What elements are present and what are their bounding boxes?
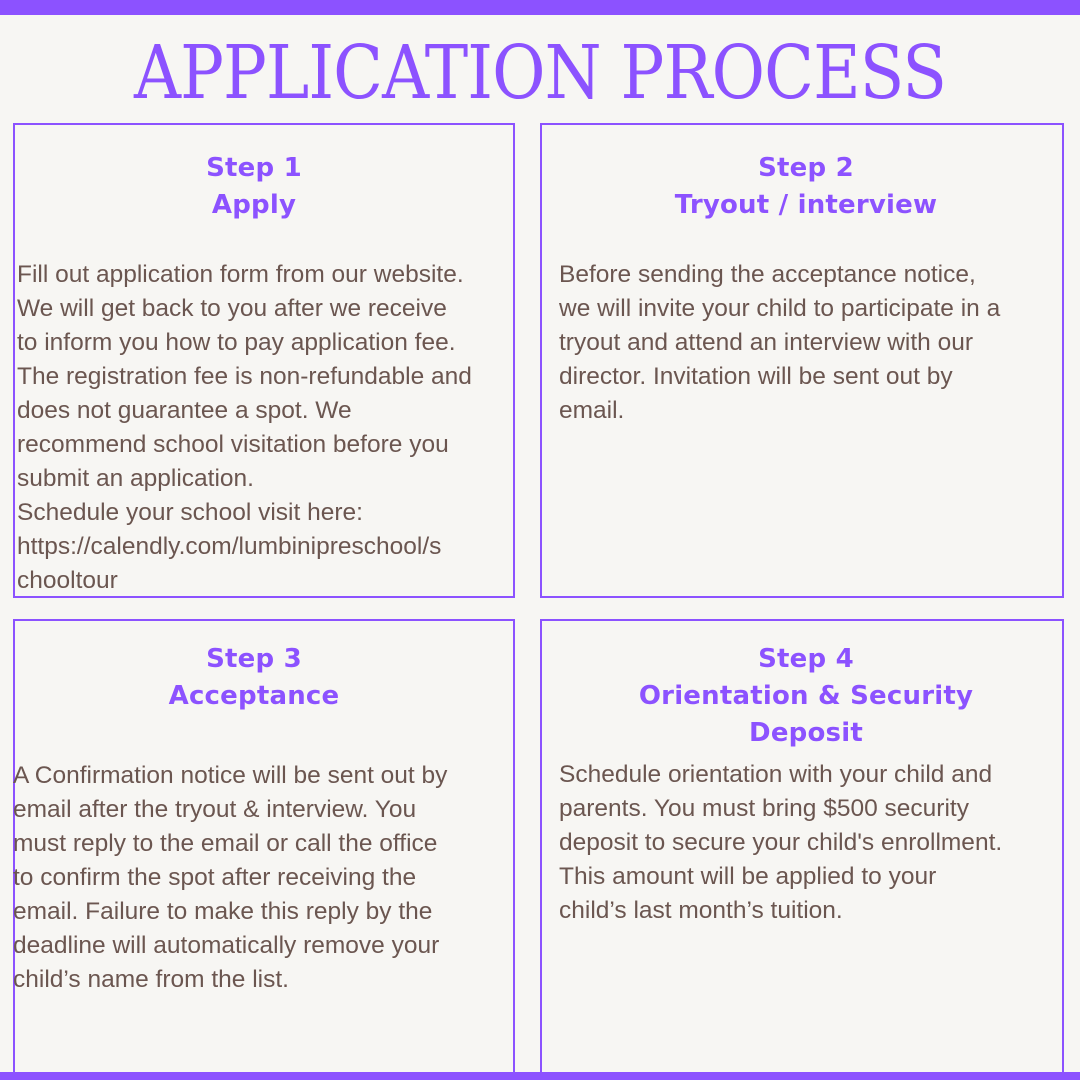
school-visit-link-part[interactable]: chooltour (17, 567, 118, 594)
step-title: Orientation & Security (638, 681, 974, 711)
step-title: Acceptance (168, 681, 340, 711)
description-line: deposit to secure your child's enrollment. (559, 829, 1003, 856)
step-card-1 (13, 123, 515, 598)
step-card-4 (540, 619, 1064, 1080)
description-line: We will get back to you after we receive (17, 295, 447, 322)
description-line: child’s last month’s tuition. (559, 897, 843, 924)
description-line: director. Invitation will be sent out by (559, 363, 953, 390)
description-line: Fill out application form from our website. (17, 261, 464, 288)
step-card-3 (13, 619, 515, 1080)
description-line: Before sending the acceptance notice, (559, 261, 976, 288)
step-title: Apply (211, 190, 297, 220)
description-line: deadline will automatically remove your (13, 932, 440, 959)
step-label: Step 4 (758, 644, 854, 674)
description-line: we will invite your child to participate in a (559, 295, 1001, 322)
description-line: child’s name from the list. (13, 966, 289, 993)
description-line: must reply to the email or call the office (13, 830, 438, 857)
step-title: Tryout / interview (674, 190, 938, 220)
step-heading (550, 641, 1062, 752)
description-line: tryout and attend an interview with our (559, 329, 974, 356)
description-line: does not guarantee a spot. We (17, 397, 352, 424)
step-description (559, 258, 1059, 428)
description-line: Schedule your school visit here: (17, 499, 363, 526)
description-line: to inform you how to pay application fee. (17, 329, 456, 356)
description-line: email. (559, 397, 625, 424)
description-line: This amount will be applied to your (559, 863, 937, 890)
description-line: A Confirmation notice will be sent out by (13, 762, 448, 789)
step-title: Deposit (749, 718, 863, 748)
step-description (559, 758, 1059, 928)
description-line: Schedule orientation with your child and (559, 761, 993, 788)
page-title: APPLICATION PROCESS (133, 30, 947, 116)
description-line: email after the tryout & interview. You (13, 796, 417, 823)
description-line: email. Failure to make this reply by the (13, 898, 433, 925)
step-description (13, 759, 513, 997)
school-visit-link-part[interactable]: https://calendly.com/lumbinipreschool/s (17, 533, 442, 560)
description-line: recommend school visitation before you (17, 431, 449, 458)
description-line: submit an application. (17, 465, 254, 492)
step-label: Step 2 (758, 153, 854, 183)
step-description (17, 258, 517, 598)
step-heading (15, 150, 493, 224)
description-line: to confirm the spot after receiving the (13, 864, 417, 891)
top-accent-bar (0, 0, 1080, 15)
step-heading (550, 150, 1062, 224)
step-heading (15, 641, 493, 715)
step-label: Step 1 (206, 153, 302, 183)
step-card-2 (540, 123, 1064, 598)
bottom-accent-bar (0, 1072, 1080, 1080)
description-line: parents. You must bring $500 security (559, 795, 969, 822)
description-line: The registration fee is non-refundable and (17, 363, 472, 390)
step-label: Step 3 (206, 644, 302, 674)
